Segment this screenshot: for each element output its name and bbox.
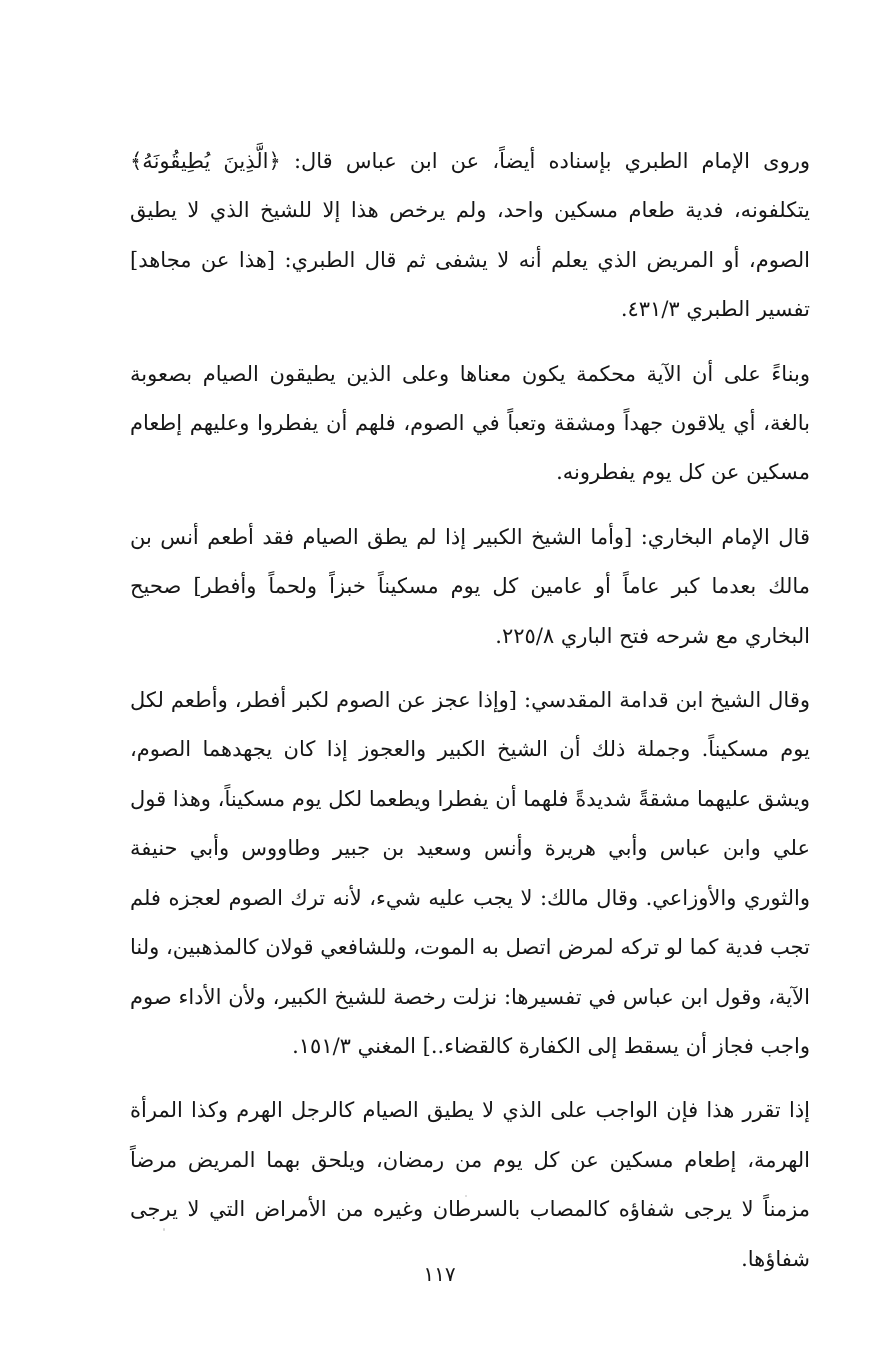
paragraph-ibn-qudama-quote: وقال الشيخ ابن قدامة المقدسي: [وإذا عجز عن الصوم لكبر أفطر، وأطعم لكل يوم مسكيناً. وجملة ذلك أن الشيخ الكبير والعجوز إذا كان يجهدهما الصوم، ويشق عليهما مشقةً شديدةً فلهما أن يفطرا ويطعما لكل يوم مسكيناً، وهذا قول علي وابن عباس وأبي هريرة وأنس وسعيد بن جبير وطاووس وأبي حنيفة والثوري والأوزاعي. وقال مالك: لا يجب عليه شيء، لأنه ترك الصوم لعجزه فلم تجب فدية كما لو تركه لمرض اتصل به الموت، وللشافعي قولان كالمذهبين، ولنا الآية، وقول ابن عباس في تفسيرها: نزلت رخصة للشيخ الكبير، ولأن الأداء صوم واجب فجاز أن يسقط إلى الكفارة كالقضاء..] المغني ١٥١/٣. <box>130 688 810 1058</box>
paragraph-bukhari-quote: قال الإمام البخاري: [وأما الشيخ الكبير إذا لم يطق الصيام فقد أطعم أنس بن مالك بعدما كبر عاماً أو عامين كل يوم مسكيناً خبزاً ولحماً وأفطر] صحيح البخاري مع شرحه فتح الباري ٢٢٥/٨. <box>130 524 810 648</box>
body-text <box>130 137 810 1284</box>
scan-speck <box>465 1195 467 1197</box>
paragraph-conclusion: إذا تقرر هذا فإن الواجب على الذي لا يطيق الصيام كالرجل الهرم وكذا المرأة الهرمة، إطعام مسكين عن كل يوم من رمضان، ويلحق بهما المريض مرضاً مزمناً لا يرجى شفاؤه كالمصاب بالسرطان وغيره من الأمراض التي لا يرجى شفاؤها. <box>130 1098 810 1271</box>
scan-speck <box>163 1228 165 1231</box>
paragraph-verse-interpretation: وبناءً على أن الآية محكمة يكون معناها وعلى الذين يطيقون الصيام بصعوبة بالغة، أي يلاقون جهداً ومشقة وتعباً في الصوم، فلهم أن يفطروا وعليهم إطعام مسكين عن كل يوم يفطرونه. <box>130 361 810 485</box>
page-number: ١١٧ <box>423 1262 456 1286</box>
paragraph-tabari-narration: وروى الإمام الطبري بإسناده أيضاً، عن ابن عباس قال: ﴿الَّذِينَ يُطِيقُونَهُ﴾ يتكلفونه، فدية طعام مسكين واحد، ولم يرخص هذا إلا للشيخ الذي لا يطيق الصوم، أو المريض الذي يعلم أنه لا يشفى ثم قال الطبري: [هذا عن مجاهد] تفسير الطبري ٤٣١/٣. <box>130 149 810 322</box>
